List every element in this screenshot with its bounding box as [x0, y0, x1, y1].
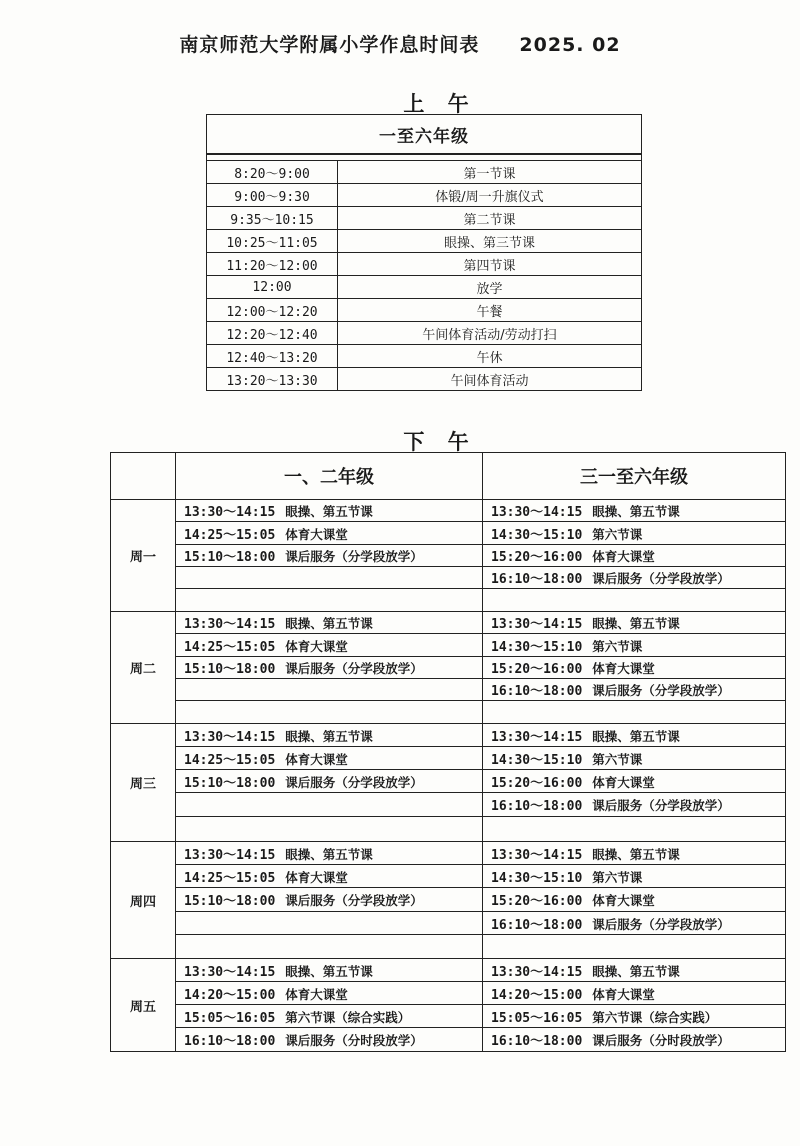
schedule-cell-a	[176, 701, 483, 724]
morning-time: 12:40～13:20	[207, 345, 338, 368]
slot-time: 16:10～18:00	[491, 917, 583, 933]
schedule-cell-b	[483, 770, 786, 793]
schedule-cell-a	[176, 545, 483, 567]
table-row	[111, 567, 786, 589]
slot-time: 13:30～14:15	[491, 964, 583, 980]
morning-row	[207, 299, 642, 322]
slot-activity: 眼操、第五节课	[592, 728, 680, 744]
morning-time: 12:00～12:20	[207, 299, 338, 322]
morning-activity: 放学	[338, 276, 642, 299]
table-row	[111, 701, 786, 724]
slot-activity: 体育大课堂	[285, 869, 348, 885]
day-label: 周一	[111, 500, 176, 612]
slot-activity: 课后服务（分学段放学）	[285, 893, 423, 908]
slot-time: 13:30～14:15	[491, 729, 583, 745]
table-row	[111, 724, 786, 747]
schedule-cell-b	[483, 817, 786, 842]
schedule-cell-b	[483, 657, 786, 679]
schedule-cell-b	[483, 982, 786, 1005]
slot-time: 14:25～15:05	[184, 639, 276, 655]
table-row	[111, 545, 786, 567]
slot-time: 16:10～18:00	[184, 1034, 276, 1049]
schedule-cell-b	[483, 935, 786, 959]
slot-activity: 体育大课堂	[592, 986, 655, 1002]
slot-activity: 眼操、第五节课	[285, 963, 373, 979]
afternoon-heading: 下 午	[403, 430, 477, 454]
morning-time: 8:20～9:00	[207, 161, 338, 184]
table-row	[111, 842, 786, 865]
table-row	[111, 589, 786, 612]
morning-time: 13:20～13:30	[207, 368, 338, 391]
schedule-cell-a	[176, 612, 483, 634]
slot-time: 14:20～15:00	[491, 987, 583, 1003]
schedule-cell-b	[483, 912, 786, 935]
schedule-cell-a	[176, 634, 483, 657]
slot-activity: 体育大课堂	[285, 986, 348, 1002]
slot-activity: 课后服务（分学段放学）	[592, 798, 730, 813]
morning-activity: 午休	[338, 345, 642, 368]
schedule-cell-a	[176, 865, 483, 888]
slot-activity: 眼操、第五节课	[285, 728, 373, 744]
schedule-cell-a	[176, 1028, 483, 1052]
table-row	[111, 1005, 786, 1028]
morning-schedule-table	[206, 114, 642, 391]
table-row	[111, 959, 786, 982]
schedule-cell-a	[176, 793, 483, 817]
schedule-cell-b	[483, 865, 786, 888]
slot-time: 13:30～14:15	[184, 847, 276, 863]
slot-time: 13:30～14:15	[184, 964, 276, 980]
schedule-cell-b	[483, 888, 786, 912]
morning-activity: 第一节课	[338, 161, 642, 184]
day-label: 周四	[111, 842, 176, 959]
slot-activity: 第六节课	[592, 638, 643, 654]
slot-activity: 体育大课堂	[285, 751, 348, 767]
slot-time: 15:05～16:05	[491, 1010, 583, 1026]
slot-time: 15:20～16:00	[491, 775, 583, 791]
morning-row	[207, 276, 642, 299]
schedule-cell-a	[176, 679, 483, 701]
slot-time: 14:25～15:05	[184, 527, 276, 543]
morning-activity: 午餐	[338, 299, 642, 322]
table-row	[111, 657, 786, 679]
schedule-cell-b	[483, 567, 786, 589]
morning-activity: 眼操、第三节课	[338, 230, 642, 253]
slot-time: 15:20～16:00	[491, 662, 583, 677]
schedule-cell-b	[483, 793, 786, 817]
schedule-cell-a	[176, 747, 483, 770]
slot-activity: 眼操、第五节课	[285, 504, 373, 519]
slot-time: 13:30～14:15	[184, 617, 276, 632]
slot-time: 16:10～18:00	[491, 799, 583, 814]
schedule-cell-b	[483, 612, 786, 634]
schedule-cell-a	[176, 522, 483, 545]
slot-activity: 课后服务（分学段放学）	[592, 916, 730, 932]
schedule-cell-a	[176, 589, 483, 612]
morning-activity: 午间体育活动/劳动打扫	[338, 322, 642, 345]
morning-time: 12:00	[207, 276, 338, 299]
morning-time: 10:25～11:05	[207, 230, 338, 253]
schedule-cell-a	[176, 842, 483, 865]
slot-activity: 眼操、第五节课	[592, 963, 680, 979]
schedule-cell-b	[483, 679, 786, 701]
slot-time: 15:10～18:00	[184, 894, 276, 909]
morning-activity: 第二节课	[338, 207, 642, 230]
slot-time: 13:30～14:15	[184, 505, 276, 520]
morning-activity: 体锻/周一升旗仪式	[338, 184, 642, 207]
schedule-cell-a	[176, 567, 483, 589]
morning-time: 9:35～10:15	[207, 207, 338, 230]
slot-activity: 体育大课堂	[592, 774, 655, 790]
afternoon-schedule-table	[110, 452, 786, 1052]
slot-activity: 第六节课（综合实践）	[592, 1009, 718, 1025]
slot-activity: 课后服务（分学段放学）	[285, 549, 423, 564]
table-row	[111, 634, 786, 657]
morning-time: 11:20～12:00	[207, 253, 338, 276]
slot-time: 15:20～16:00	[491, 550, 583, 565]
slot-time: 13:30～14:15	[491, 505, 583, 520]
morning-row	[207, 184, 642, 207]
slot-activity: 眼操、第五节课	[592, 616, 680, 631]
morning-row	[207, 230, 642, 253]
slot-time: 15:10～18:00	[184, 775, 276, 791]
slot-time: 14:20～15:00	[184, 987, 276, 1003]
morning-activity: 第四节课	[338, 253, 642, 276]
schedule-cell-a	[176, 935, 483, 959]
schedule-cell-b	[483, 842, 786, 865]
slot-activity: 第六节课	[592, 869, 643, 885]
morning-row	[207, 322, 642, 345]
slot-activity: 眼操、第五节课	[285, 616, 373, 631]
slot-time: 13:30～14:15	[184, 729, 276, 745]
table-row	[111, 865, 786, 888]
schedule-cell-b	[483, 747, 786, 770]
slot-time: 14:25～15:05	[184, 870, 276, 886]
schedule-cell-a	[176, 500, 483, 522]
slot-time: 16:10～18:00	[491, 1034, 583, 1049]
title-text: 南京师范大学附属小学作息时间表	[179, 34, 480, 56]
slot-time: 15:10～18:00	[184, 550, 276, 565]
slot-time: 15:20～16:00	[491, 894, 583, 909]
slot-activity: 课后服务（分学段放学）	[285, 661, 423, 676]
day-label: 周三	[111, 724, 176, 842]
slot-activity: 课后服务（分时段放学）	[592, 1033, 730, 1048]
schedule-cell-a	[176, 817, 483, 842]
slot-time: 16:10～18:00	[491, 572, 583, 587]
schedule-cell-a	[176, 657, 483, 679]
day-label: 周二	[111, 612, 176, 724]
slot-activity: 体育大课堂	[285, 638, 348, 654]
morning-activity: 午间体育活动	[338, 368, 642, 391]
slot-time: 14:25～15:05	[184, 752, 276, 768]
table-row	[111, 982, 786, 1005]
morning-row	[207, 253, 642, 276]
slot-time: 15:10～18:00	[184, 662, 276, 677]
schedule-cell-a	[176, 888, 483, 912]
schedule-cell-b	[483, 634, 786, 657]
slot-time: 14:30～15:10	[491, 752, 583, 768]
slot-activity: 眼操、第五节课	[592, 846, 680, 862]
schedule-cell-b	[483, 724, 786, 747]
morning-row	[207, 345, 642, 368]
day-label: 周五	[111, 959, 176, 1052]
slot-time: 14:30～15:10	[491, 639, 583, 655]
schedule-cell-a	[176, 982, 483, 1005]
corner-cell	[111, 453, 176, 500]
col-a-header: 一、二年级	[176, 453, 483, 500]
title-date: 2025. 02	[519, 34, 621, 56]
slot-time: 14:30～15:10	[491, 527, 583, 543]
schedule-cell-b	[483, 589, 786, 612]
schedule-cell-a	[176, 959, 483, 982]
slot-time: 13:30～14:15	[491, 847, 583, 863]
slot-activity: 眼操、第五节课	[592, 504, 680, 519]
morning-row	[207, 368, 642, 391]
schedule-cell-b	[483, 500, 786, 522]
morning-time: 9:00～9:30	[207, 184, 338, 207]
table-row	[111, 935, 786, 959]
schedule-cell-a	[176, 912, 483, 935]
table-row	[111, 817, 786, 842]
table-row	[111, 679, 786, 701]
table-row	[111, 912, 786, 935]
slot-activity: 第六节课（综合实践）	[285, 1009, 411, 1025]
table-row	[111, 1028, 786, 1052]
slot-activity: 课后服务（分学段放学）	[285, 774, 423, 790]
morning-row	[207, 207, 642, 230]
slot-activity: 课后服务（分学段放学）	[592, 571, 730, 586]
table-row	[111, 888, 786, 912]
table-row	[111, 500, 786, 522]
schedule-cell-b	[483, 1005, 786, 1028]
morning-heading: 上 午	[403, 92, 477, 116]
morning-row	[207, 161, 642, 184]
slot-time: 16:10～18:00	[491, 684, 583, 699]
schedule-cell-a	[176, 1005, 483, 1028]
schedule-cell-b	[483, 701, 786, 724]
morning-grade-label: 一至六年级	[207, 115, 642, 155]
schedule-cell-b	[483, 545, 786, 567]
table-row	[111, 747, 786, 770]
slot-time: 14:30～15:10	[491, 870, 583, 886]
slot-activity: 课后服务（分时段放学）	[285, 1033, 423, 1048]
schedule-cell-b	[483, 959, 786, 982]
table-row	[111, 522, 786, 545]
col-b-header: 三一至六年级	[483, 453, 786, 500]
schedule-cell-b	[483, 1028, 786, 1052]
slot-time: 13:30～14:15	[491, 617, 583, 632]
slot-activity: 第六节课	[592, 526, 643, 542]
slot-activity: 第六节课	[592, 751, 643, 767]
schedule-cell-a	[176, 724, 483, 747]
table-row	[111, 793, 786, 817]
slot-activity: 体育大课堂	[592, 893, 655, 908]
morning-time: 12:20～12:40	[207, 322, 338, 345]
table-row	[111, 770, 786, 793]
slot-activity: 体育大课堂	[285, 526, 348, 542]
slot-activity: 体育大课堂	[592, 661, 655, 676]
slot-activity: 眼操、第五节课	[285, 846, 373, 862]
table-row	[111, 612, 786, 634]
slot-activity: 体育大课堂	[592, 549, 655, 564]
slot-time: 15:05～16:05	[184, 1010, 276, 1026]
slot-activity: 课后服务（分学段放学）	[592, 683, 730, 698]
schedule-cell-b	[483, 522, 786, 545]
schedule-cell-a	[176, 770, 483, 793]
page-title	[0, 30, 800, 57]
